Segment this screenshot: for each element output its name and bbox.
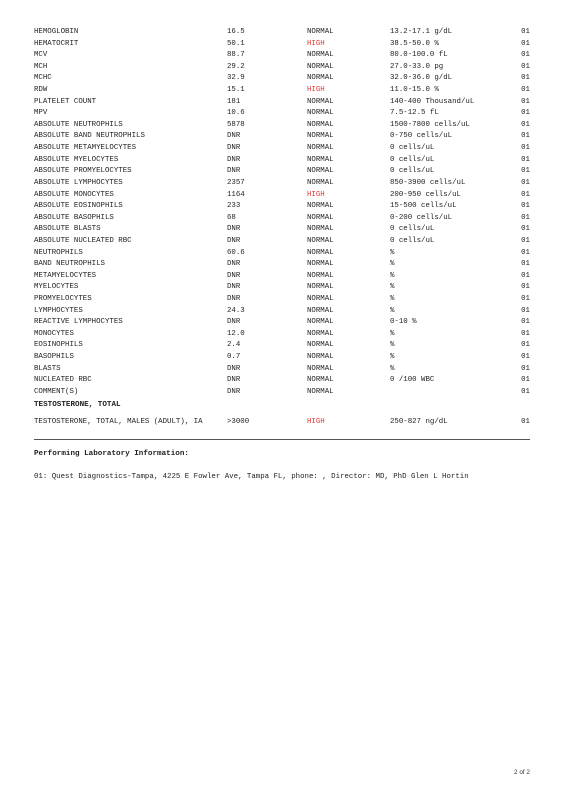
lab-code: 01: [521, 190, 530, 199]
reference-range: 0 cells/uL: [390, 155, 435, 164]
test-value: 12.0: [227, 329, 245, 338]
reference-range: 1500-7800 cells/uL: [390, 120, 470, 129]
test-value: 1164: [227, 190, 245, 199]
table-row: [34, 259, 530, 271]
test-name: MPV: [34, 109, 48, 118]
test-name: ABSOLUTE BASOPHILS: [34, 213, 114, 222]
test-name: ABSOLUTE METAMYELOCYTES: [34, 144, 137, 153]
test-flag: NORMAL: [307, 167, 334, 176]
table-row: [34, 236, 530, 248]
test-flag: NORMAL: [307, 213, 334, 222]
test-name: ABSOLUTE BAND NEUTROPHILS: [34, 132, 145, 141]
test-flag: NORMAL: [307, 97, 334, 106]
test-name: NUCLEATED RBC: [34, 376, 92, 385]
table-row: [34, 62, 530, 74]
test-value: 10.6: [227, 109, 245, 118]
test-name: ABSOLUTE LYMPHOCYTES: [34, 178, 123, 187]
test-flag: NORMAL: [307, 28, 334, 36]
table-row: [34, 340, 530, 352]
lab-code: 01: [521, 213, 530, 222]
test-value: 24.3: [227, 306, 245, 315]
test-value: DNR: [227, 236, 241, 245]
lab-code: 01: [521, 341, 530, 350]
reference-range: 0 cells/uL: [390, 144, 435, 153]
lab-code: 01: [521, 387, 530, 396]
table-row: [34, 271, 530, 283]
test-flag: NORMAL: [307, 236, 334, 245]
test-value: DNR: [227, 387, 241, 396]
test-flag: NORMAL: [307, 318, 334, 327]
test-value: 88.7: [227, 51, 245, 60]
table-row: [34, 329, 530, 341]
reference-range: 250-827 ng/dL: [390, 418, 448, 426]
test-flag: NORMAL: [307, 155, 334, 164]
results-table: [34, 27, 530, 399]
test-name: ABSOLUTE MYELOCYTES: [34, 155, 119, 164]
lab-code: 01: [521, 364, 530, 373]
test-flag: NORMAL: [307, 51, 334, 60]
performing-lab-heading: Performing Laboratory Information:: [34, 449, 189, 458]
test-flag: NORMAL: [307, 248, 334, 257]
lab-code: 01: [521, 86, 530, 95]
table-row: [34, 317, 530, 329]
lab-code: 01: [521, 144, 530, 153]
test-value: 5878: [227, 120, 245, 129]
table-row: [34, 120, 530, 132]
lab-report: [34, 27, 530, 483]
page-number: 2 of 2: [514, 769, 530, 776]
test-name: MYELOCYTES: [34, 283, 79, 292]
test-value: 181: [227, 97, 241, 106]
test-flag: NORMAL: [307, 283, 334, 292]
lab-code: 01: [521, 202, 530, 211]
test-value: DNR: [227, 260, 241, 269]
test-value: 29.2: [227, 62, 245, 71]
test-name: HEMOGLOBIN: [34, 28, 79, 36]
reference-range: 0-10 %: [390, 318, 417, 327]
test-value: >3000: [227, 418, 250, 426]
reference-range: %: [390, 306, 395, 315]
test-flag: NORMAL: [307, 329, 334, 338]
test-value: DNR: [227, 376, 241, 385]
test-flag: HIGH: [307, 39, 325, 48]
table-row: [34, 85, 530, 97]
test-flag: NORMAL: [307, 271, 334, 280]
lab-code: 01: [521, 51, 530, 60]
test-flag: NORMAL: [307, 260, 334, 269]
test-flag: HIGH: [307, 418, 325, 426]
reference-range: %: [390, 271, 395, 280]
table-row: [34, 97, 530, 109]
reference-range: 200-950 cells/uL: [390, 190, 461, 199]
test-name: PROMYELOCYTES: [34, 295, 92, 304]
test-value: 68: [227, 213, 236, 222]
test-name: LYMPHOCYTES: [34, 306, 83, 315]
table-row: [34, 213, 530, 225]
lab-code: 01: [521, 132, 530, 141]
lab-code: 01: [521, 329, 530, 338]
reference-range: 80.0-100.0 fL: [390, 51, 448, 60]
test-value: 50.1: [227, 39, 245, 48]
reference-range: 0 cells/uL: [390, 225, 435, 234]
lab-code: 01: [521, 109, 530, 118]
test-flag: NORMAL: [307, 202, 334, 211]
reference-range: %: [390, 295, 395, 304]
section-title-testosterone: [34, 399, 530, 411]
table-row: [34, 143, 530, 155]
test-flag: NORMAL: [307, 353, 334, 362]
reference-range: %: [390, 283, 395, 292]
table-row: [34, 166, 530, 178]
test-name: MCV: [34, 51, 48, 60]
test-value: 15.1: [227, 86, 245, 95]
reference-range: 15-500 cells/uL: [390, 202, 457, 211]
testosterone-row: [34, 411, 530, 435]
test-name: TESTOSTERONE, TOTAL, MALES (ADULT), IA: [34, 418, 203, 426]
table-row: [34, 282, 530, 294]
table-row: [34, 364, 530, 376]
table-row: [34, 73, 530, 85]
lab-code: 01: [521, 306, 530, 315]
lab-code: 01: [521, 283, 530, 292]
reference-range: 0 /100 WBC: [390, 376, 435, 385]
test-flag: NORMAL: [307, 120, 334, 129]
table-row: [34, 50, 530, 62]
reference-range: 11.0-15.0 %: [390, 86, 439, 95]
reference-range: %: [390, 329, 395, 338]
test-flag: NORMAL: [307, 109, 334, 118]
test-name: ABSOLUTE EOSINOPHILS: [34, 202, 123, 211]
test-value: DNR: [227, 283, 241, 292]
test-flag: NORMAL: [307, 225, 334, 234]
table-row: [34, 248, 530, 260]
test-value: 2357: [227, 178, 245, 187]
test-name: ABSOLUTE MONOCYTES: [34, 190, 114, 199]
reference-range: %: [390, 341, 395, 350]
lab-code: 01: [521, 376, 530, 385]
lab-code: 01: [521, 155, 530, 164]
reference-range: 7.5-12.5 fL: [390, 109, 439, 118]
test-flag: NORMAL: [307, 132, 334, 141]
lab-code: 01: [521, 318, 530, 327]
table-row: [34, 27, 530, 39]
lab-code: 01: [521, 178, 530, 187]
test-name: ABSOLUTE NUCLEATED RBC: [34, 236, 132, 245]
table-row: [34, 201, 530, 213]
test-value: 16.5: [227, 28, 245, 36]
test-name: ABSOLUTE PROMYELOCYTES: [34, 167, 132, 176]
lab-code: 01: [521, 74, 530, 83]
test-name: REACTIVE LYMPHOCYTES: [34, 318, 123, 327]
table-row: [34, 178, 530, 190]
lab-code: 01: [521, 39, 530, 48]
test-flag: NORMAL: [307, 62, 334, 71]
test-name: EOSINOPHILS: [34, 341, 83, 350]
test-name: RDW: [34, 86, 48, 95]
test-flag: NORMAL: [307, 387, 334, 396]
lab-code: 01: [521, 62, 530, 71]
reference-range: 140-400 Thousand/uL: [390, 97, 475, 106]
lab-code: 01: [521, 260, 530, 269]
test-value: DNR: [227, 318, 241, 327]
test-value: 60.6: [227, 248, 245, 257]
test-name: PLATELET COUNT: [34, 97, 97, 106]
lab-code: 01: [521, 167, 530, 176]
test-name: METAMYELOCYTES: [34, 271, 97, 280]
test-name: MCHC: [34, 74, 52, 83]
reference-range: %: [390, 248, 395, 257]
test-flag: NORMAL: [307, 144, 334, 153]
reference-range: %: [390, 364, 395, 373]
reference-range: 32.0-36.0 g/dL: [390, 74, 453, 83]
test-name: MCH: [34, 62, 48, 71]
test-value: 2.4: [227, 341, 241, 350]
table-row: [34, 306, 530, 318]
test-flag: HIGH: [307, 86, 325, 95]
test-name: HEMATOCRIT: [34, 39, 79, 48]
test-value: DNR: [227, 132, 241, 141]
test-flag: NORMAL: [307, 74, 334, 83]
test-value: 32.9: [227, 74, 245, 83]
table-row: [34, 375, 530, 387]
lab-code: 01: [521, 353, 530, 362]
test-name: BAND NEUTROPHILS: [34, 260, 105, 269]
test-flag: NORMAL: [307, 306, 334, 315]
test-value: DNR: [227, 167, 241, 176]
reference-range: [390, 387, 516, 399]
lab-code: 01: [521, 418, 530, 426]
reference-range: 38.5-50.0 %: [390, 39, 439, 48]
test-flag: HIGH: [307, 190, 325, 199]
performing-lab-text: 01: Quest Diagnostics-Tampa, 4225 E Fowler Ave, Tampa FL, phone: , Director: MD, PhD Glen L Hortin: [34, 472, 469, 481]
reference-range: 27.0-33.0 pg: [390, 62, 444, 71]
table-row: [34, 224, 530, 236]
reference-range: 0-200 cells/uL: [390, 213, 453, 222]
test-flag: NORMAL: [307, 341, 334, 350]
reference-range: 0-750 cells/uL: [390, 132, 453, 141]
table-row: [34, 294, 530, 306]
table-row: [34, 155, 530, 167]
reference-range: 850-3900 cells/uL: [390, 178, 466, 187]
test-flag: NORMAL: [307, 295, 334, 304]
lab-code: 01: [521, 295, 530, 304]
reference-range: %: [390, 260, 395, 269]
reference-range: 0 cells/uL: [390, 167, 435, 176]
table-row: [34, 352, 530, 364]
table-row: [34, 131, 530, 143]
lab-code: 01: [521, 271, 530, 280]
lab-code: 01: [521, 28, 530, 36]
table-row: [34, 190, 530, 202]
test-name: ABSOLUTE NEUTROPHILS: [34, 120, 123, 129]
table-row: [34, 39, 530, 51]
test-value: DNR: [227, 144, 241, 153]
test-name: BLASTS: [34, 364, 61, 373]
test-value: DNR: [227, 271, 241, 280]
lab-code: 01: [521, 120, 530, 129]
test-name: BASOPHILS: [34, 353, 74, 362]
reference-range: 0 cells/uL: [390, 236, 435, 245]
test-value: DNR: [227, 364, 241, 373]
test-name: MONOCYTES: [34, 329, 74, 338]
lab-code: 01: [521, 236, 530, 245]
test-name: NEUTROPHILS: [34, 248, 83, 257]
test-name: ABSOLUTE BLASTS: [34, 225, 101, 234]
reference-range: %: [390, 353, 395, 362]
section-title-label: TESTOSTERONE, TOTAL: [34, 400, 121, 409]
test-flag: NORMAL: [307, 364, 334, 373]
test-name: COMMENT(S): [34, 387, 79, 396]
test-value: DNR: [227, 225, 241, 234]
test-value: DNR: [227, 155, 241, 164]
test-flag: NORMAL: [307, 376, 334, 385]
divider-line: [34, 439, 530, 440]
table-row: [34, 108, 530, 120]
lab-code: 01: [521, 97, 530, 106]
test-value: 0.7: [227, 353, 241, 362]
test-value: DNR: [227, 295, 241, 304]
table-row: [34, 387, 530, 399]
lab-code: 01: [521, 248, 530, 257]
test-flag: NORMAL: [307, 178, 334, 187]
reference-range: 13.2-17.1 g/dL: [390, 28, 453, 36]
test-value: 233: [227, 202, 241, 211]
lab-code: 01: [521, 225, 530, 234]
